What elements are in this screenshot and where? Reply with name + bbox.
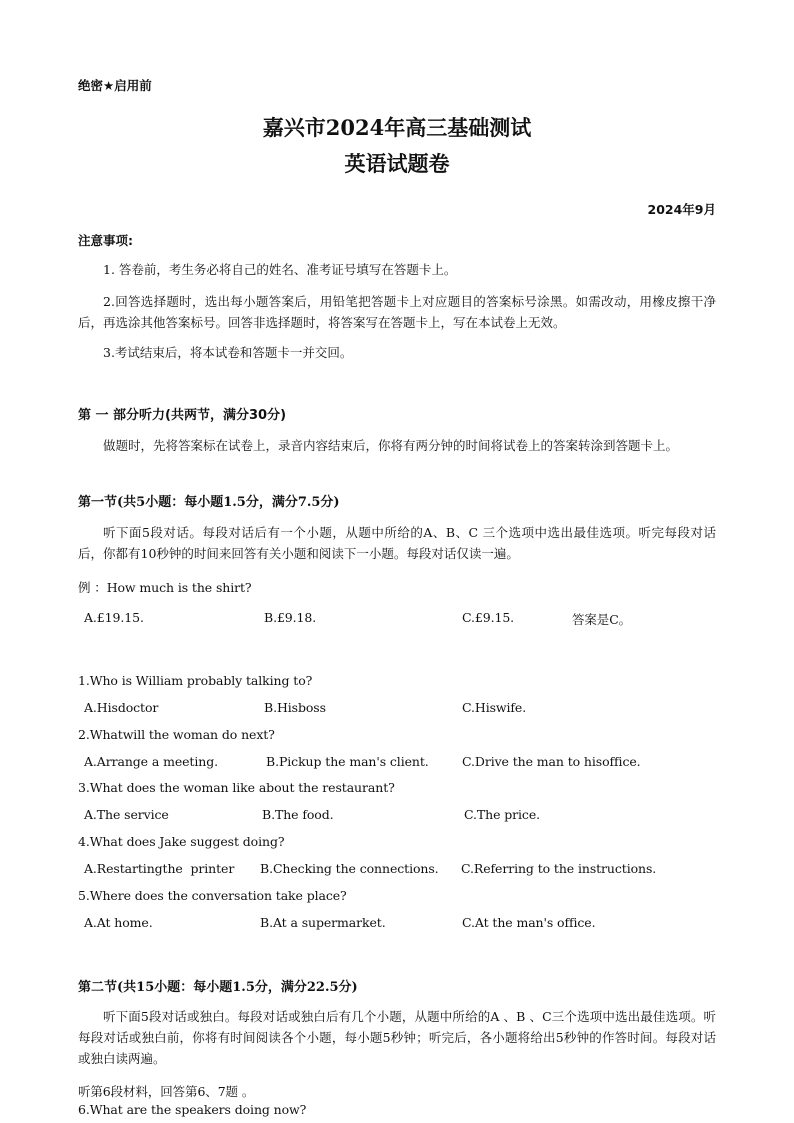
q3-option-c: C.The price. bbox=[464, 807, 540, 822]
example-option-a: A.£19.15. bbox=[84, 610, 144, 625]
q5-option-c: C.At the man's office. bbox=[462, 915, 596, 930]
question-6: 6.What are the speakers doing now? bbox=[78, 1102, 307, 1117]
section1-heading: 第一节(共5小题：每小题1.5分，满分7.5分) bbox=[78, 495, 340, 510]
exam-title: 嘉兴市2024年高三基础测试 bbox=[262, 115, 532, 140]
example-option-c: C.£9.15. bbox=[462, 610, 515, 625]
section1-intro: 听下面5段对话。每段对话后有一个小题，从题中所给的A、B、C 三个选项中选出最佳选项。听完每段对话后，你都有10秒钟的时间来回答有关小题和阅读下一小题。每段对话仅读一遍。 bbox=[78, 525, 716, 561]
notice-item-2: 2.回答选择题时，选出每小题答案后，用铅笔把答题卡上对应题目的答案标号涂黑。如需改动，用橡皮擦干净后，再选涂其他答案标号。回答非选择题时，将答案写在答题卡上，写在本试卷上无效。 bbox=[78, 294, 716, 330]
confidentiality-mark: 绝密★启用前 bbox=[78, 78, 152, 93]
example-question-text: How much is the shirt? bbox=[106, 580, 252, 595]
notice-item-3: 3.考试结束后，将本试卷和答题卡一并交回。 bbox=[103, 345, 353, 360]
question-2: 2.Whatwill the woman do next? bbox=[78, 727, 275, 742]
part1-heading: 第 一 部分听力(共两节，满分30分) bbox=[78, 408, 287, 423]
section2-heading: 第二节(共15小题：每小题1.5分，满分22.5分) bbox=[78, 980, 358, 995]
notice-item-1: 1. 答卷前，考生务必将自己的姓名、准考证号填写在答题卡上。 bbox=[103, 262, 457, 277]
question-5: 5.Where does the conversation take place? bbox=[78, 888, 347, 903]
q2-option-c: C.Drive the man to hisoffice. bbox=[462, 754, 641, 769]
q1-option-b: B.Hisboss bbox=[264, 700, 326, 715]
question-4: 4.What does Jake suggest doing? bbox=[78, 834, 285, 849]
question-1: 1.Who is William probably talking to? bbox=[78, 673, 313, 688]
q3-option-a: A.The service bbox=[84, 807, 169, 822]
q4-option-a: A.Restartingthe printer bbox=[84, 861, 235, 876]
notice-heading: 注意事项: bbox=[78, 233, 133, 248]
q2-option-b: B.Pickup the man's client. bbox=[266, 754, 429, 769]
q5-option-b: B.At a supermarket. bbox=[260, 915, 386, 930]
q3-option-b: B.The food. bbox=[262, 807, 334, 822]
q2-option-a: A.Arrange a meeting. bbox=[84, 754, 218, 769]
part1-intro: 做题时，先将答案标在试卷上，录音内容结束后，你将有两分钟的时间将试卷上的答案转涂到答题卡上。 bbox=[103, 438, 679, 453]
section2-intro: 听下面5段对话或独白。每段对话或独白后有几个小题，从题中所给的A 、B 、C三个选项中选出最佳选项。听每段对话或独白前，你将有时间阅读各个小题，每小题5秒钟；听完后，各小题将给出5秒钟的作答时间。每段对话或独白读两遍。 bbox=[78, 1009, 716, 1066]
q4-option-b: B.Checking the connections. bbox=[260, 861, 439, 876]
q1-option-c: C.Hiswife. bbox=[462, 700, 527, 715]
q4-option-c: C.Referring to the instructions. bbox=[461, 861, 657, 876]
exam-date: 2024年9月 bbox=[647, 202, 716, 217]
material-instruction: 听第6段材料，回答第6、7题 。 bbox=[78, 1084, 255, 1099]
example-answer: 答案是C。 bbox=[572, 612, 632, 627]
exam-subtitle: 英语试题卷 bbox=[344, 152, 450, 176]
q1-option-a: A.Hisdoctor bbox=[84, 700, 159, 715]
q5-option-a: A.At home. bbox=[84, 915, 153, 930]
question-3: 3.What does the woman like about the restaurant? bbox=[78, 780, 395, 795]
example-prefix: 例 ： bbox=[78, 580, 107, 595]
example-option-b: B.£9.18. bbox=[264, 610, 317, 625]
example-question bbox=[78, 578, 252, 596]
